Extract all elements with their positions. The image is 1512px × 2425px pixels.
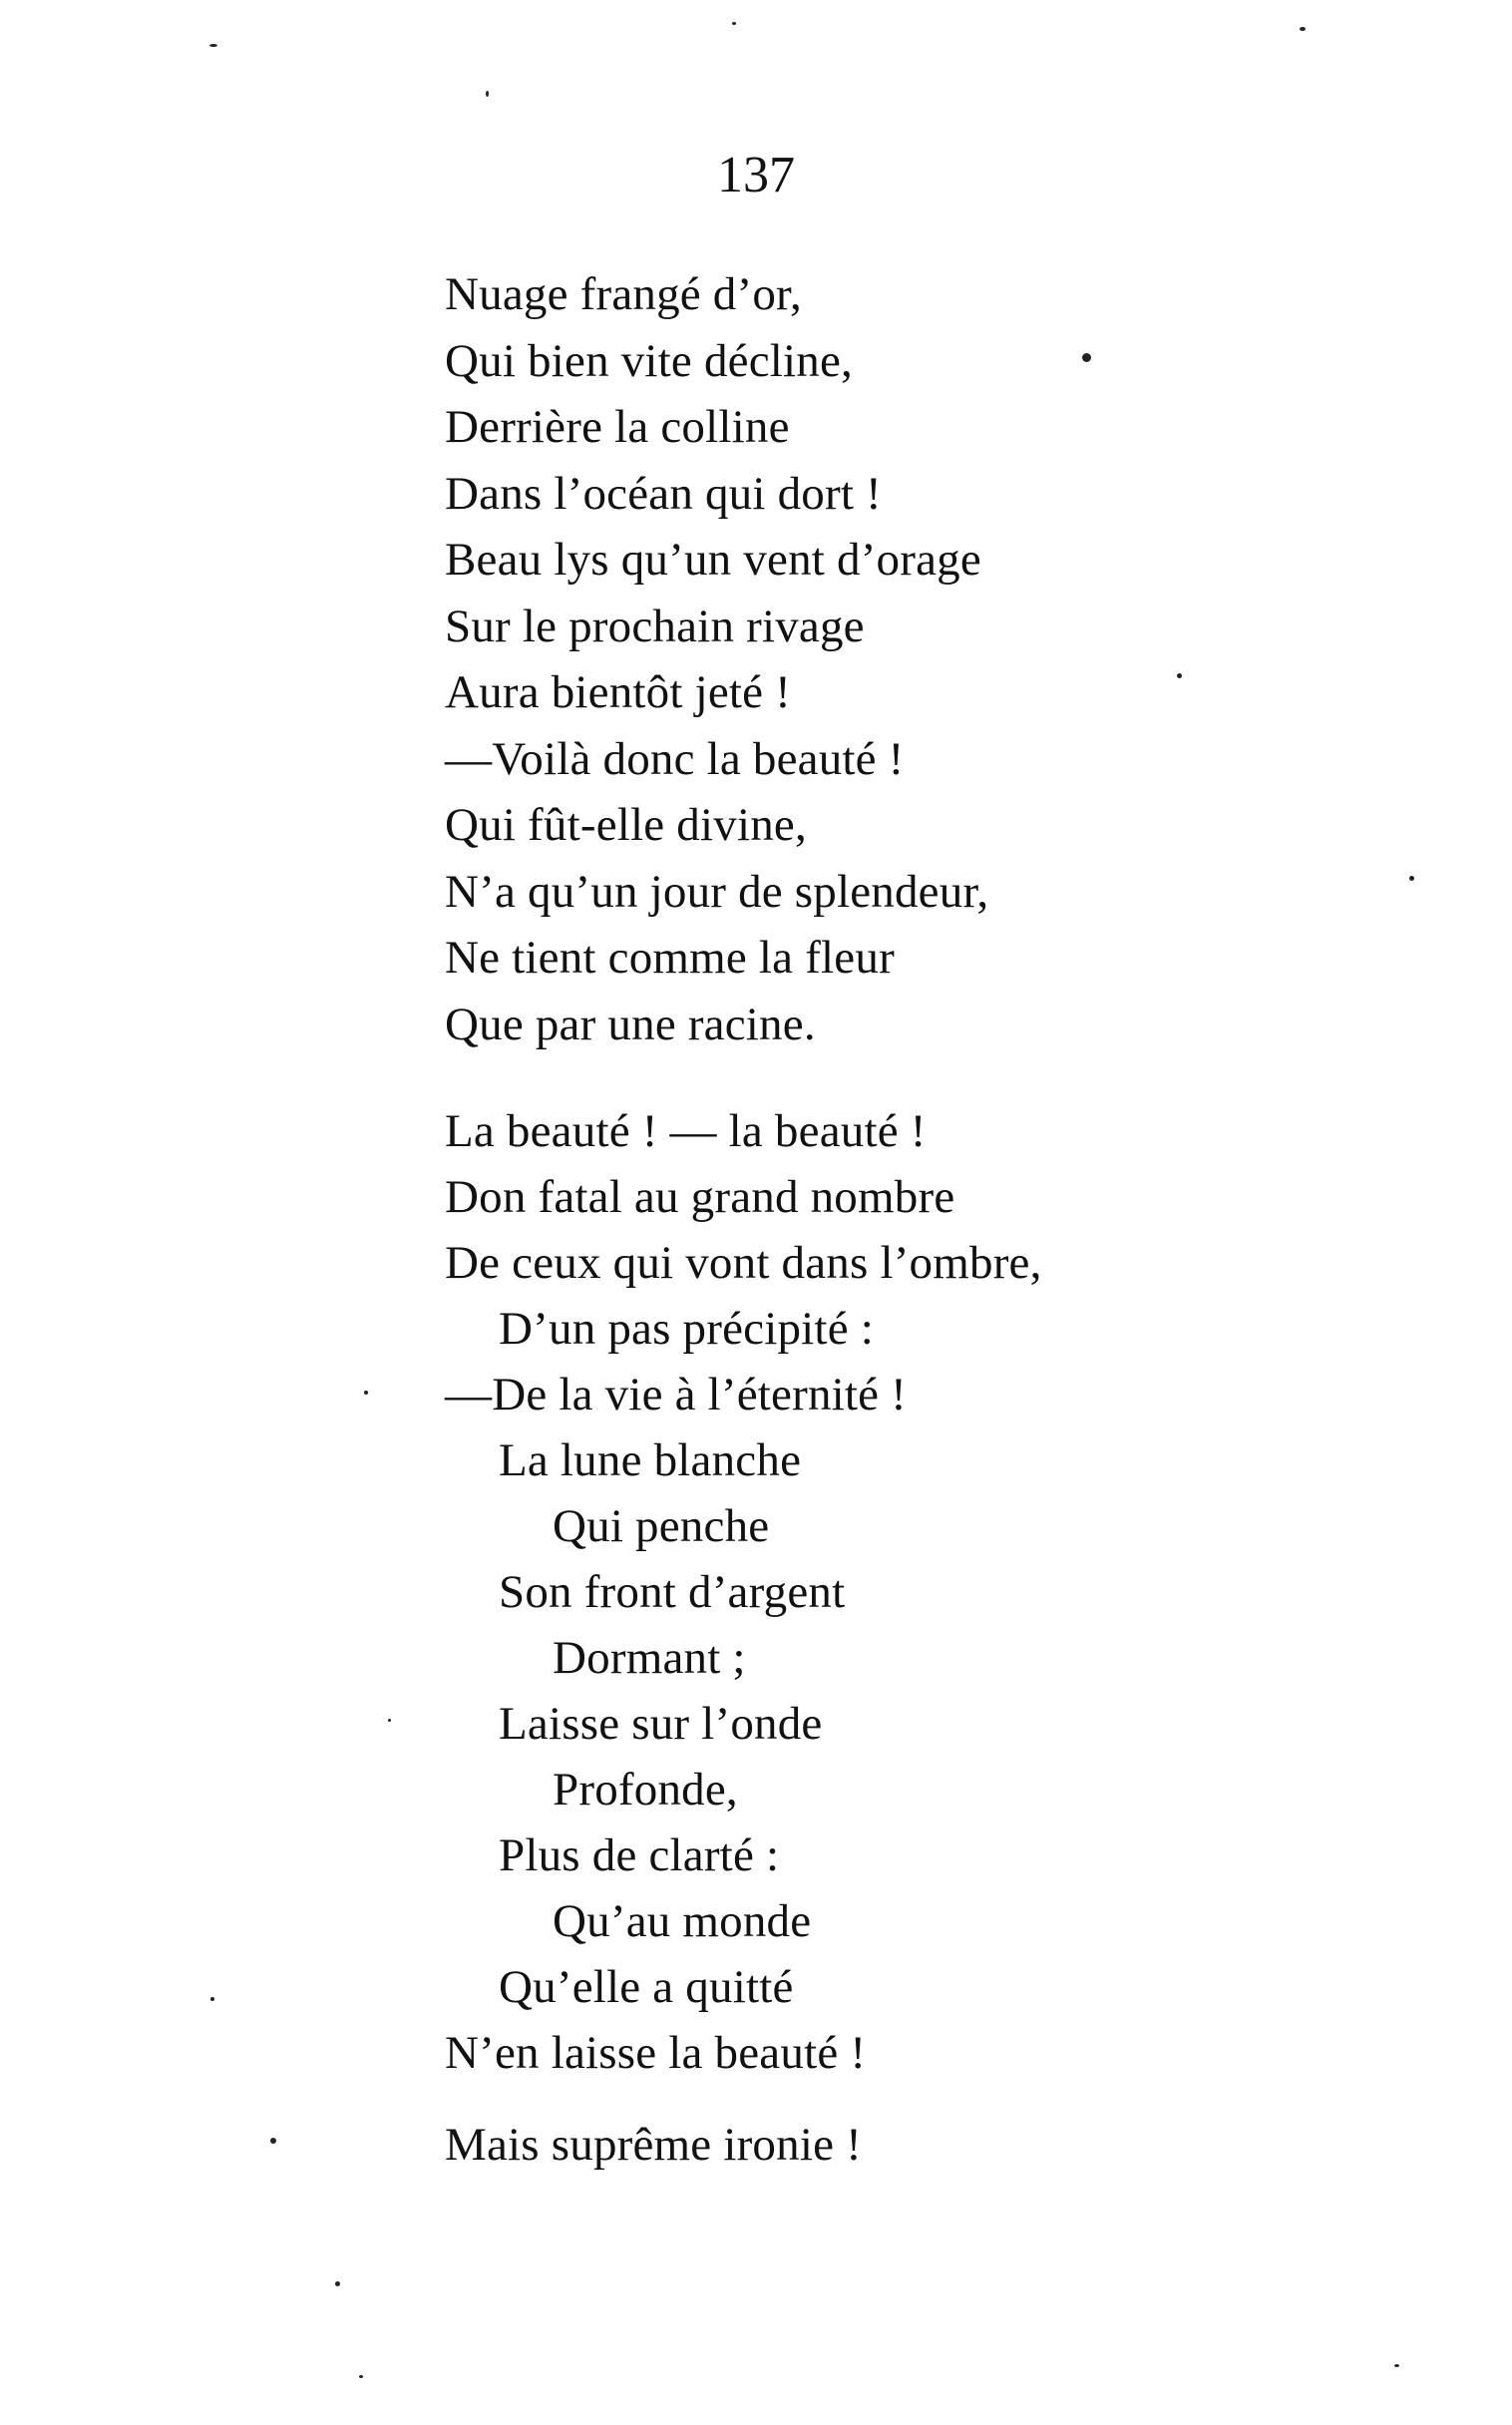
scan-speck: [364, 1391, 368, 1395]
poem-line: Qui bien vite décline,: [445, 335, 853, 387]
poem-line: La beauté ! — la beauté !: [445, 1105, 927, 1157]
scan-speck: [209, 44, 217, 47]
poem-line: Laisse sur l’onde: [499, 1698, 823, 1750]
poem-line: Mais suprême ironie !: [445, 2119, 862, 2171]
scan-speck: [1177, 673, 1182, 678]
poem-line: D’un pas précipité :: [499, 1303, 874, 1355]
poem-line: Dormant ;: [553, 1632, 746, 1684]
poem-line: Ne tient comme la fleur: [445, 932, 895, 984]
scan-speck: [335, 2281, 340, 2286]
poem-line: Don fatal au grand nombre: [445, 1171, 955, 1223]
poem-line: Qui fût-elle divine,: [445, 799, 807, 851]
poem-line: —Voilà donc la beauté !: [445, 733, 905, 785]
scan-speck: [486, 91, 489, 97]
poem-line: N’en laisse la beauté !: [445, 2027, 867, 2079]
scan-speck: [270, 2138, 276, 2144]
poem-line: Dans l’océan qui dort !: [445, 468, 882, 520]
scan-speck: [1394, 2364, 1399, 2367]
poem-line: Profonde,: [553, 1764, 738, 1816]
page-number: 137: [717, 147, 795, 203]
poem-line: Qu’elle a quitté: [499, 1961, 794, 2013]
scan-speck: [359, 2375, 363, 2378]
poem-line: Plus de clarté :: [499, 1829, 780, 1881]
scan-speck: [210, 1997, 214, 2001]
scan-speck: [388, 1719, 391, 1722]
poem-line: —De la vie à l’éternité !: [445, 1369, 908, 1420]
scan-speck: [1300, 27, 1306, 31]
poem-line: Qu’au monde: [553, 1895, 812, 1947]
poem-line: N’a qu’un jour de splendeur,: [445, 866, 989, 918]
poem-line: De ceux qui vont dans l’ombre,: [445, 1237, 1042, 1289]
poem-line: La lune blanche: [499, 1434, 802, 1486]
poem-line: Que par une racine.: [445, 999, 816, 1050]
scan-speck: [1082, 353, 1091, 362]
poem-line: Derrière la colline: [445, 401, 790, 453]
poem-line: Sur le prochain rivage: [445, 601, 865, 652]
scan-speck: [732, 22, 736, 25]
poem-line: Son front d’argent: [499, 1566, 846, 1618]
scan-speck: [1409, 876, 1414, 881]
poem-line: Qui penche: [553, 1500, 770, 1552]
poem-line: Nuage frangé d’or,: [445, 268, 802, 320]
poem-line: Aura bientôt jeté !: [445, 666, 792, 718]
poem-line: Beau lys qu’un vent d’orage: [445, 534, 981, 586]
